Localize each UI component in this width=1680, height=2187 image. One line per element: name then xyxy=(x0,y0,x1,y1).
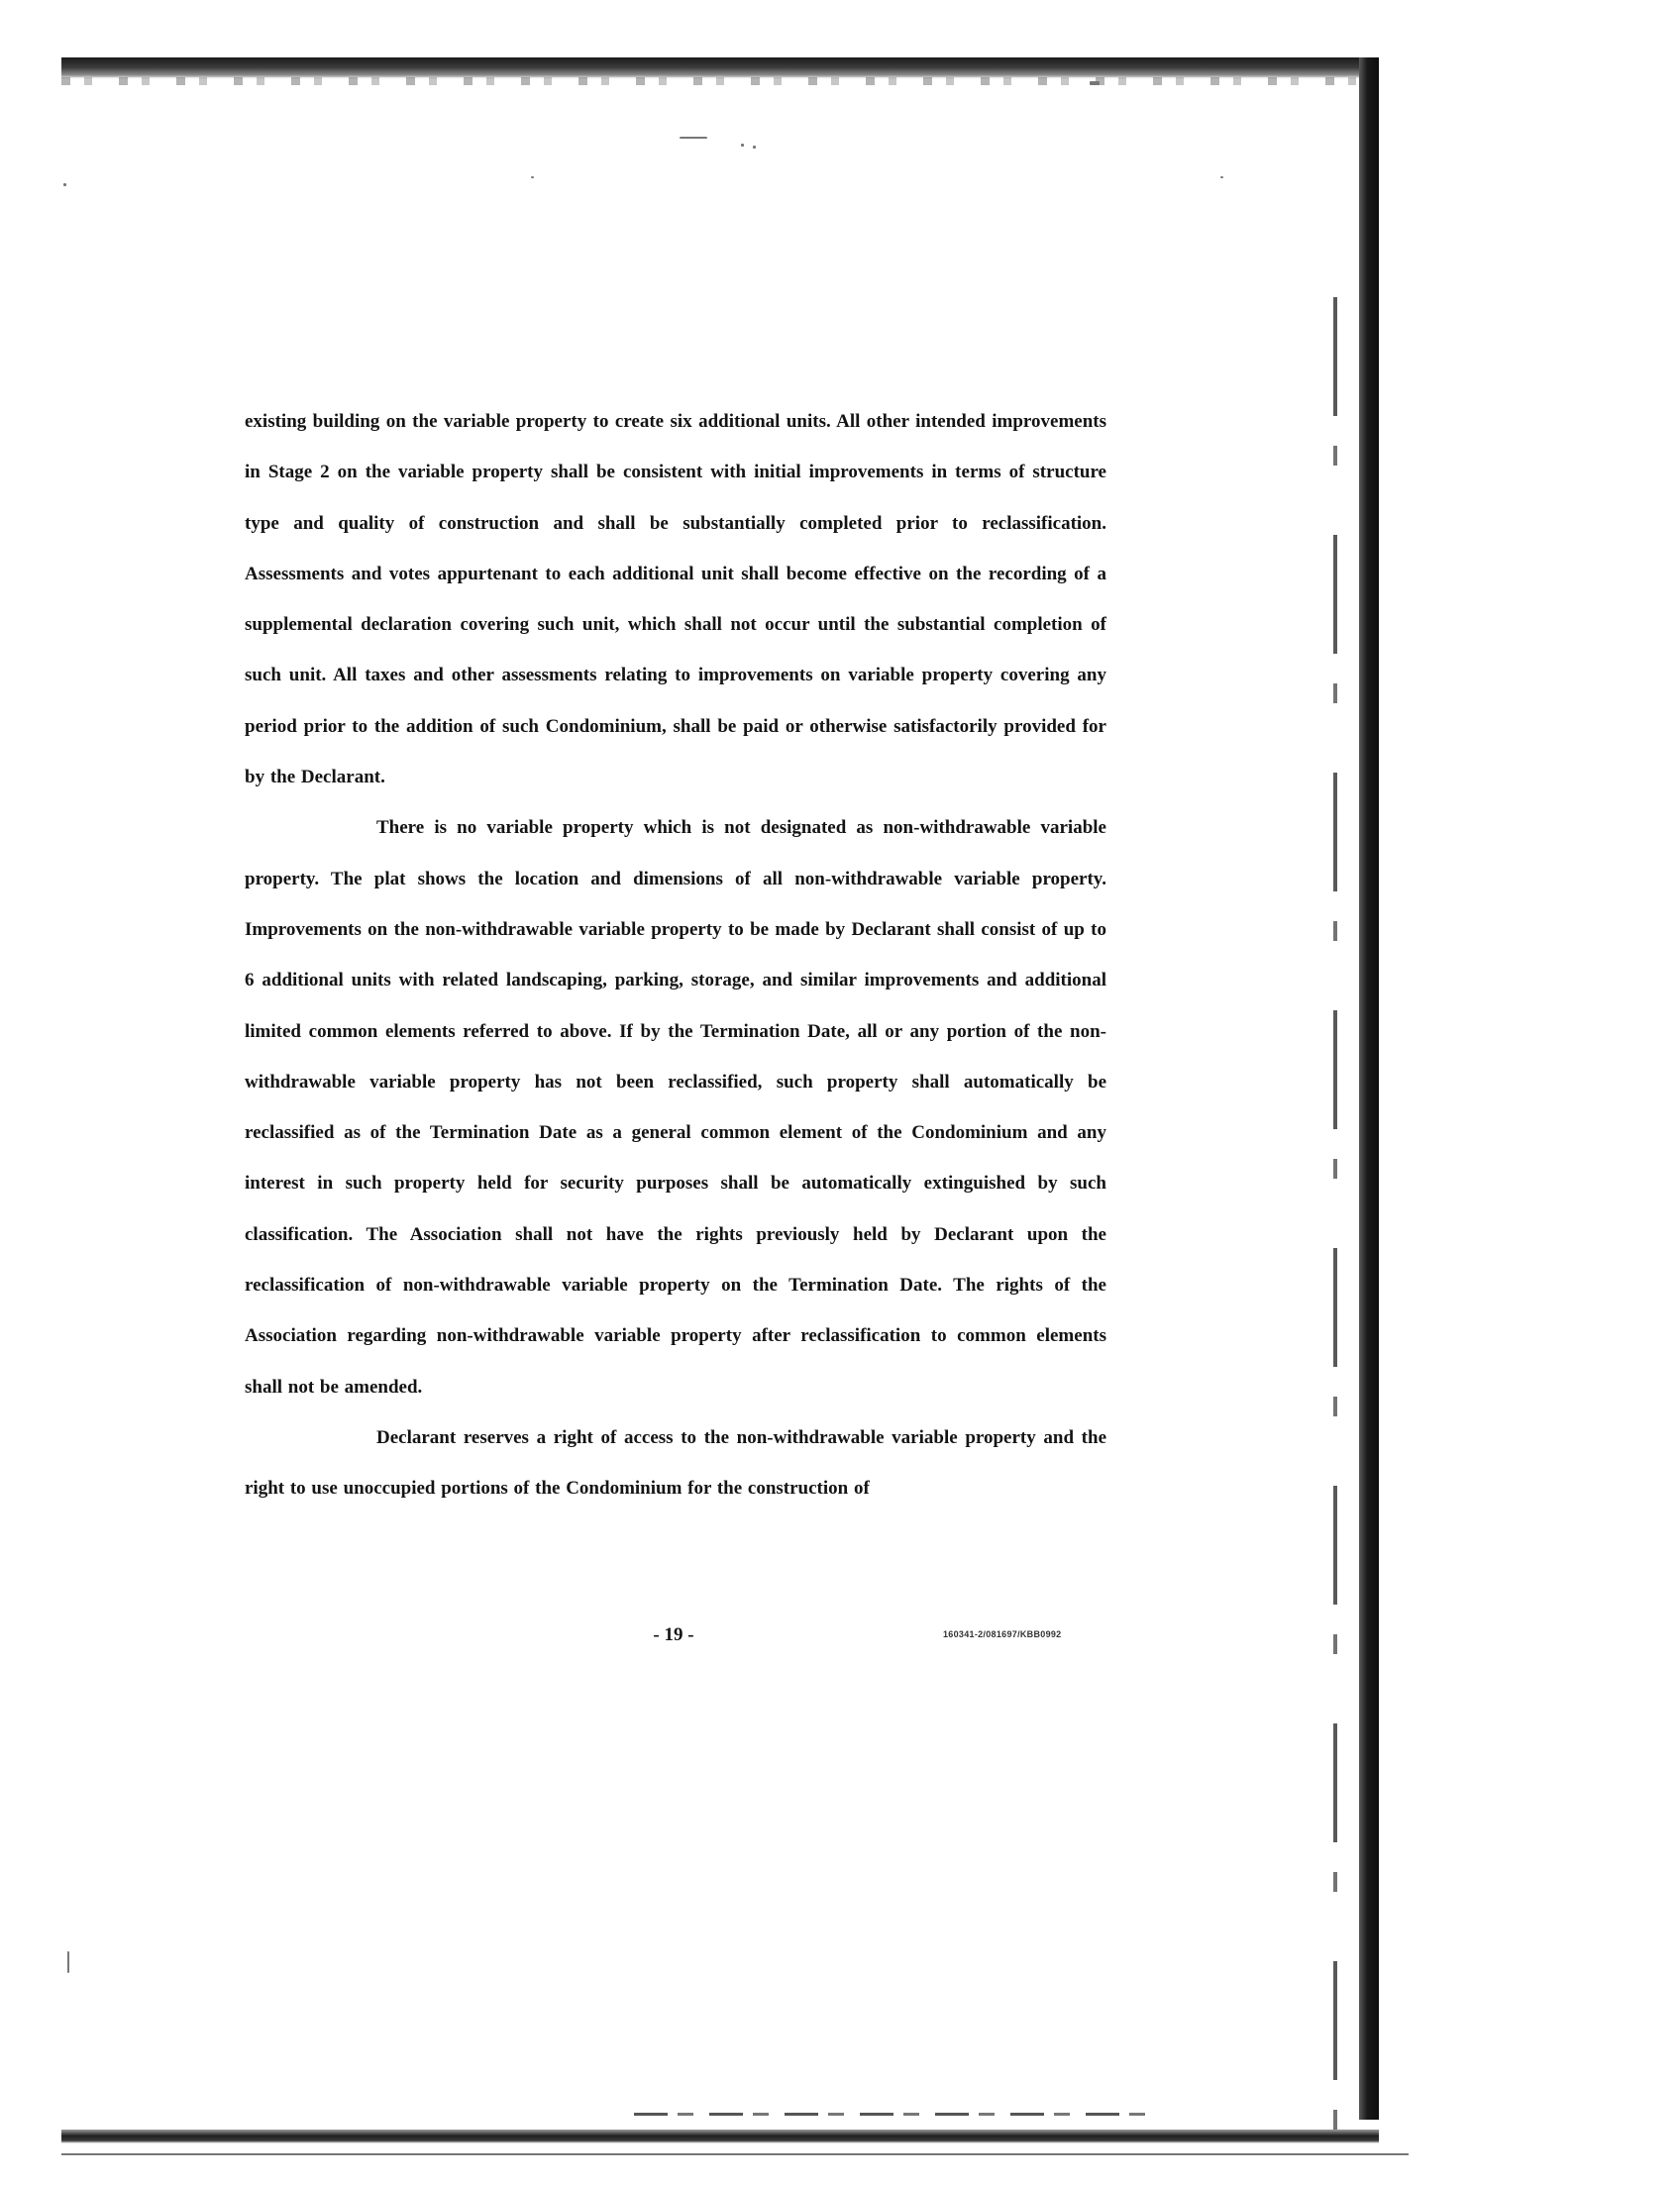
scan-right-border xyxy=(1359,57,1379,2120)
scan-top-border xyxy=(61,57,1379,79)
scan-speck xyxy=(1090,81,1100,85)
scan-speck xyxy=(1220,176,1223,178)
scan-speck xyxy=(741,144,744,147)
scan-speck xyxy=(680,137,707,139)
paragraph: existing building on the variable property to create six additional units. All other intended improvements in Stage 2 on the variable property shall be consistent with initial improvements in terms of structure type and quality of construction and shall be substantially completed prior to reclassification. Assessments and votes appurtenant to each additional unit shall become effective on the recording of a supplemental declaration covering such unit, which shall not occur until the substantial completion of such unit. All taxes and other assessments relating to improvements on variable property covering any period prior to the addition of such Condominium, shall be paid or otherwise satisfactorily provided for by the Declarant. xyxy=(245,411,1106,788)
scan-right-noise xyxy=(1333,297,1337,2130)
scan-speck xyxy=(531,176,534,178)
scan-bottom-noise xyxy=(634,2113,1159,2116)
paragraph: There is no variable property which is not designated as non-withdrawable variable property. The plat shows the location and dimensions of all non-withdrawable variable property. Improvements on the non-withdrawable variable property to be made by Declarant shall consist of up to 6 additional units with related landscaping, parking, storage, and similar improvements and additional limited common elements referred to above. If by the Termination Date, all or any portion of the non-withdrawable variable property has not been reclassified, such property shall automatically be reclassified as of the Termination Date as a general common element of the Condominium and any interest in such property held for security purposes shall be automatically extinguished by such classification. The Association shall not have the rights previously held by Declarant upon the reclassification of non-withdrawable variable property on the Termination Date. The rights of the Association regarding non-withdrawable variable property after reclassification to common elements shall not be amended. xyxy=(245,817,1106,1398)
document-code: 160341-2/081697/KBB0992 xyxy=(943,1629,1062,1639)
scan-speck xyxy=(753,146,756,149)
scan-speck xyxy=(67,1951,69,1973)
scan-bottom-line xyxy=(61,2153,1409,2155)
page-number: - 19 - xyxy=(653,1624,694,1645)
scan-bottom-border xyxy=(61,2130,1379,2143)
paragraph: Declarant reserves a right of access to the non-withdrawable variable property and the right to use unoccupied portions of the Condominium for the construction of xyxy=(245,1426,1106,1500)
scan-speck xyxy=(63,183,66,186)
document-body xyxy=(245,396,1106,1514)
scan-top-noise xyxy=(61,77,1379,85)
